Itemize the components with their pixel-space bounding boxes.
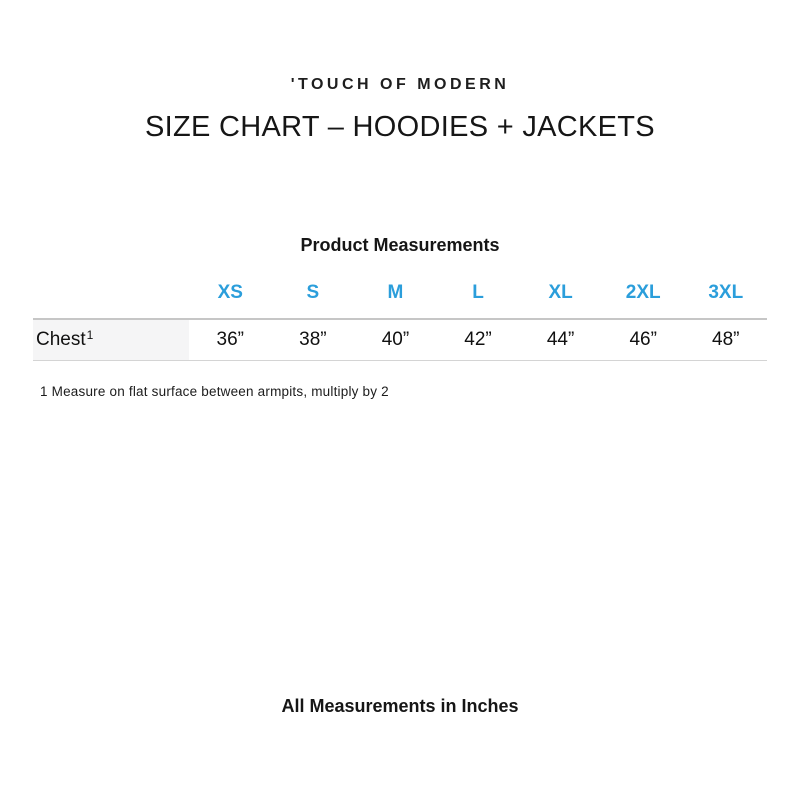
section-label: Product Measurements [300,235,500,255]
size-table-header-row [33,283,767,304]
size-column-l: L [472,282,484,303]
chest-value-3xl: 48” [712,329,740,350]
chest-value-xs: 36” [216,329,245,350]
row-label-text: Chest [36,329,86,350]
size-column-xs: XS [217,282,243,303]
footnote: 1 Measure on flat surface between armpits, multiply by 2 [40,384,389,399]
page-title: SIZE CHART – HOODIES + JACKETS [145,111,655,143]
chest-value-2xl: 46” [629,329,657,350]
size-column-s: S [306,282,320,303]
size-column-m: M [387,282,404,303]
size-table [33,283,767,361]
brand-logo: 'TOUCH OF MODERN [290,76,510,93]
chest-value-xl: 44” [546,329,575,350]
size-column-3xl: 3XL [708,282,744,303]
chest-value-l: 42” [464,329,492,350]
table-row-chest [33,318,767,361]
size-column-2xl: 2XL [625,282,661,303]
size-column-xl: XL [548,282,573,303]
chest-value-m: 40” [381,329,410,350]
measurement-unit-note: All Measurements in Inches [281,696,519,716]
chest-value-s: 38” [299,329,327,350]
row-label-cell: Chest $^1$ [33,320,189,360]
